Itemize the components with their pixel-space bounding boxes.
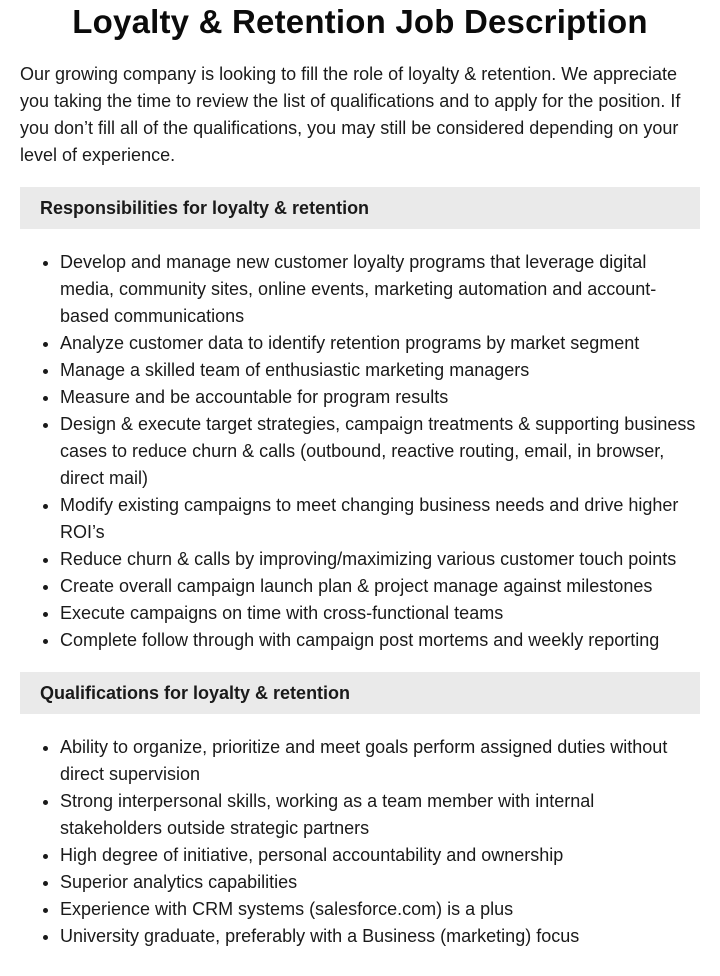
responsibilities-list	[20, 249, 700, 654]
list-item: • High degree of initiative, personal accountability and ownership	[60, 842, 700, 869]
list-item: • Modify existing campaigns to meet changing business needs and drive higher ROI’s	[60, 492, 700, 546]
list-item: • Develop and manage new customer loyalty programs that leverage digital media, community sites, online events, marketing automation and account-based communications	[60, 249, 700, 330]
list-item: • Manage a skilled team of enthusiastic marketing managers	[60, 357, 700, 384]
list-item: • Analyze customer data to identify retention programs by market segment	[60, 330, 700, 357]
list-item: • Complete follow through with campaign post mortems and weekly reporting	[60, 627, 700, 654]
list-item: • University graduate, preferably with a Business (marketing) focus	[60, 923, 700, 950]
list-item: • Design & execute target strategies, campaign treatments & supporting business cases to reduce churn & calls (outbound, reactive routing, email, in browser, direct mail)	[60, 411, 700, 492]
list-item: • Reduce churn & calls by improving/maximizing various customer touch points	[60, 546, 700, 573]
intro-paragraph: Our growing company is looking to fill the role of loyalty & retention. We appreciate you taking the time to review the list of qualifications and to apply for the position. If you don’t fill all of the qualifications, you may still be considered depending on your level of experience.	[20, 64, 681, 165]
list-item: • Measure and be accountable for program results	[60, 384, 700, 411]
list-item: • Superior analytics capabilities	[60, 869, 700, 896]
page-title: Loyalty & Retention Job Description	[72, 3, 648, 40]
list-item: • Experience with CRM systems (salesforce.com) is a plus	[60, 896, 700, 923]
list-item: • Create overall campaign launch plan & project manage against milestones	[60, 573, 700, 600]
responsibilities-heading: Responsibilities for loyalty & retention	[20, 187, 700, 229]
list-item: • Ability to organize, prioritize and meet goals perform assigned duties without direct supervision	[60, 734, 700, 788]
list-item: • Execute campaigns on time with cross-functional teams	[60, 600, 700, 627]
qualifications-list	[20, 734, 700, 950]
qualifications-heading: Qualifications for loyalty & retention	[20, 672, 700, 714]
list-item: • Strong interpersonal skills, working as a team member with internal stakeholders outside strategic partners	[60, 788, 700, 842]
